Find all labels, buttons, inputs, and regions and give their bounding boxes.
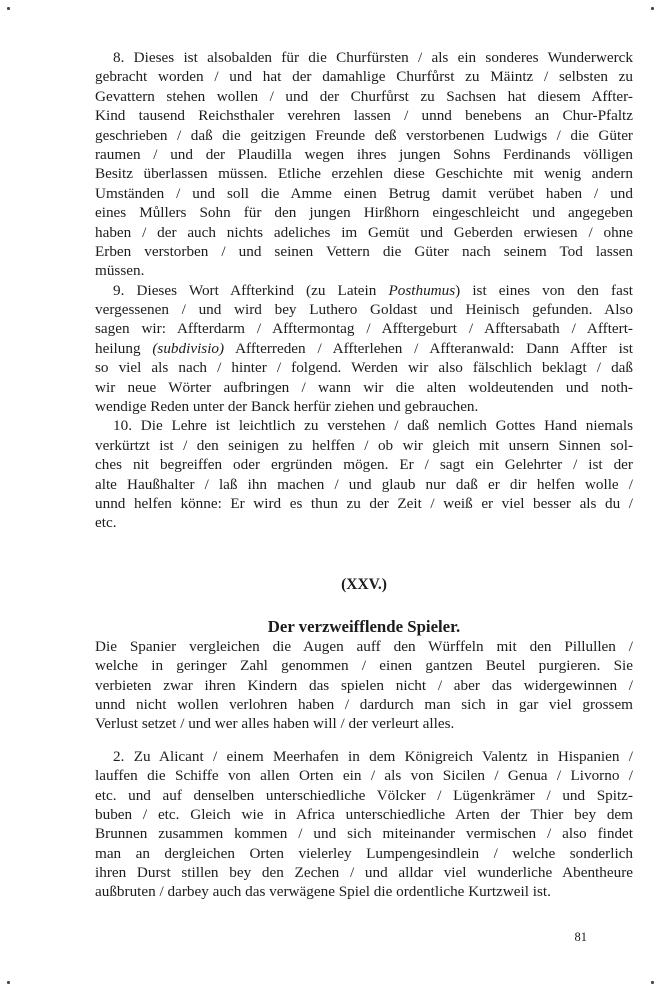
text-line: unnd nicht wollen verlohren haben / dardurch man sich in gar viel grossem (95, 695, 633, 713)
text-line: raumen / und der Plaudilla wegen ihres jungen Sohns Ferdinands völligen (95, 145, 633, 163)
text-block (95, 48, 633, 902)
text-line: verbieten zwar ihren Kindern das spielen nicht / aber das widergewinnen / (95, 676, 633, 694)
text-line: wir neue Wörter aufbringen / wann wir die alten woldeutenden und noth- (95, 378, 633, 396)
text-line: Die Spanier vergleichen die Augen auff den Würffeln mit den Pillullen / (95, 637, 633, 655)
text-line: 2. Zu Alicant / einem Meerhafen in dem Königreich Valentz in Hispanien / (113, 747, 633, 765)
text-line: Erben verstorben / und seinen Vettern die Güter nach seinem Tod lassen (95, 242, 633, 260)
section-number-heading: (XXV.) (341, 575, 387, 593)
text-line: unnd helfen könne: Er wird es thun zu der Zeit / weiß er viel besser als du / (95, 494, 633, 512)
text-line: Brunnen zusammen kommen / und sich miteinander vermischen / also findet (95, 825, 633, 843)
text-line: 10. Die Lehre ist leichtlich zu verstehen / daß nemlich Gottes Hand niemals (113, 417, 633, 435)
text-line: 9. Dieses Wort Affterkind (zu Latein Posthumus) ist eines von den fast (113, 281, 633, 299)
text-line: ches nit begreiffen oder ergründen mögen. Er / sagt ein Gelehrter / ist der (95, 456, 633, 474)
text-line: außbruten / darbey auch das verwägene Spiel die ordentliche Kurtzweil ist. (95, 883, 551, 901)
text-line: etc. und auf denselben unterschiedliche Völcker / Lügenkrämer / und Spitz- (95, 786, 633, 804)
text-line: so viel als nach / hinter / folgend. Werden wir also fälschlich beklagt / daß (95, 359, 633, 377)
text-line: haben / der auch nichts adeliches im Gemüt und Geberden erwiesen / ohne (95, 223, 633, 241)
scan-corner-mark (7, 7, 10, 10)
text-line: etc. (95, 514, 117, 532)
text-line: Gevattern stehen wollen / und der Churfůrst zu Sachsen hat diesem Affter- (95, 87, 633, 105)
text-line: eines Můllers Sohn für den jungen Hirßhorn eingeschleicht und angegeben (95, 204, 633, 222)
text-line: heilung (subdivisio) Affterreden / Affterlehen / Affteranwald: Dann Affter ist (95, 339, 633, 357)
page-number: 81 (574, 930, 587, 944)
text-line: verkürtzt ist / den seinigen zu helffen / ob wir gleich mit unsern Sinnen sol- (95, 436, 633, 454)
text-line: Kind tausend Reichsthaler verehren lassen / unnd benebens an Chur-Pfaltz (95, 107, 633, 125)
text-line: 8. Dieses ist alsobalden für die Churfürsten / als ein sonderes Wunderwerck (113, 49, 633, 66)
text-line: Verlust setzet / und wer alles haben will / der verleurt alles. (95, 715, 455, 733)
text-line: man an dergleichen Orten vielerley Lumpengesindlein / welche sonderlich (95, 844, 633, 862)
text-line: buben / etc. Gleich wie in Africa unterschiedliche Arten der Thier bey dem (95, 805, 633, 823)
text-line: lauffen die Schiffe von allen Orten ein / als von Sicilen / Genua / Livorno / (95, 767, 633, 785)
text-line: müssen. (95, 262, 145, 280)
scan-corner-mark (7, 981, 10, 984)
text-line: vergessenen / und wird bey Luthero Goldast und Heinisch gefunden. Also (95, 301, 633, 319)
text-line: Besitz überlassen müssen. Etliche erzehlen diese Geschichte mit wenig andern (95, 165, 633, 183)
section-title: Der verzweifflende Spieler. (267, 616, 461, 636)
text-line: ihren Durst stillen bey den Zechen / und alldar viel wunderliche Abentheure (95, 864, 633, 882)
text-line: gebracht worden / und hat der damahlige Churfůrst zu Mäintz / selbsten zu (95, 68, 633, 86)
text-line: sagen wir: Affterdarm / Afftermontag / Afftergeburt / Afftersabath / Afftert- (95, 320, 633, 338)
text-line: Umständen / und soll die Amme einen Betrug damit verübet haben / und (95, 184, 633, 202)
text-line: welche in geringer Zahl genommen / einen gantzen Beutel purgieren. Sie (95, 657, 633, 675)
text-line: wendige Reden unter der Banck herfür ziehen und gebrauchen. (95, 398, 479, 416)
scan-corner-mark (651, 7, 654, 10)
text-line: alte Haußhalter / laß ihn machen / und glaub nur daß er dir helfen wolle / (95, 475, 633, 493)
text-line: geschrieben / daß die geitzigen Freunde deß verstorbenen Ludwigs / die Güter (95, 126, 633, 144)
scan-corner-mark (651, 981, 654, 984)
